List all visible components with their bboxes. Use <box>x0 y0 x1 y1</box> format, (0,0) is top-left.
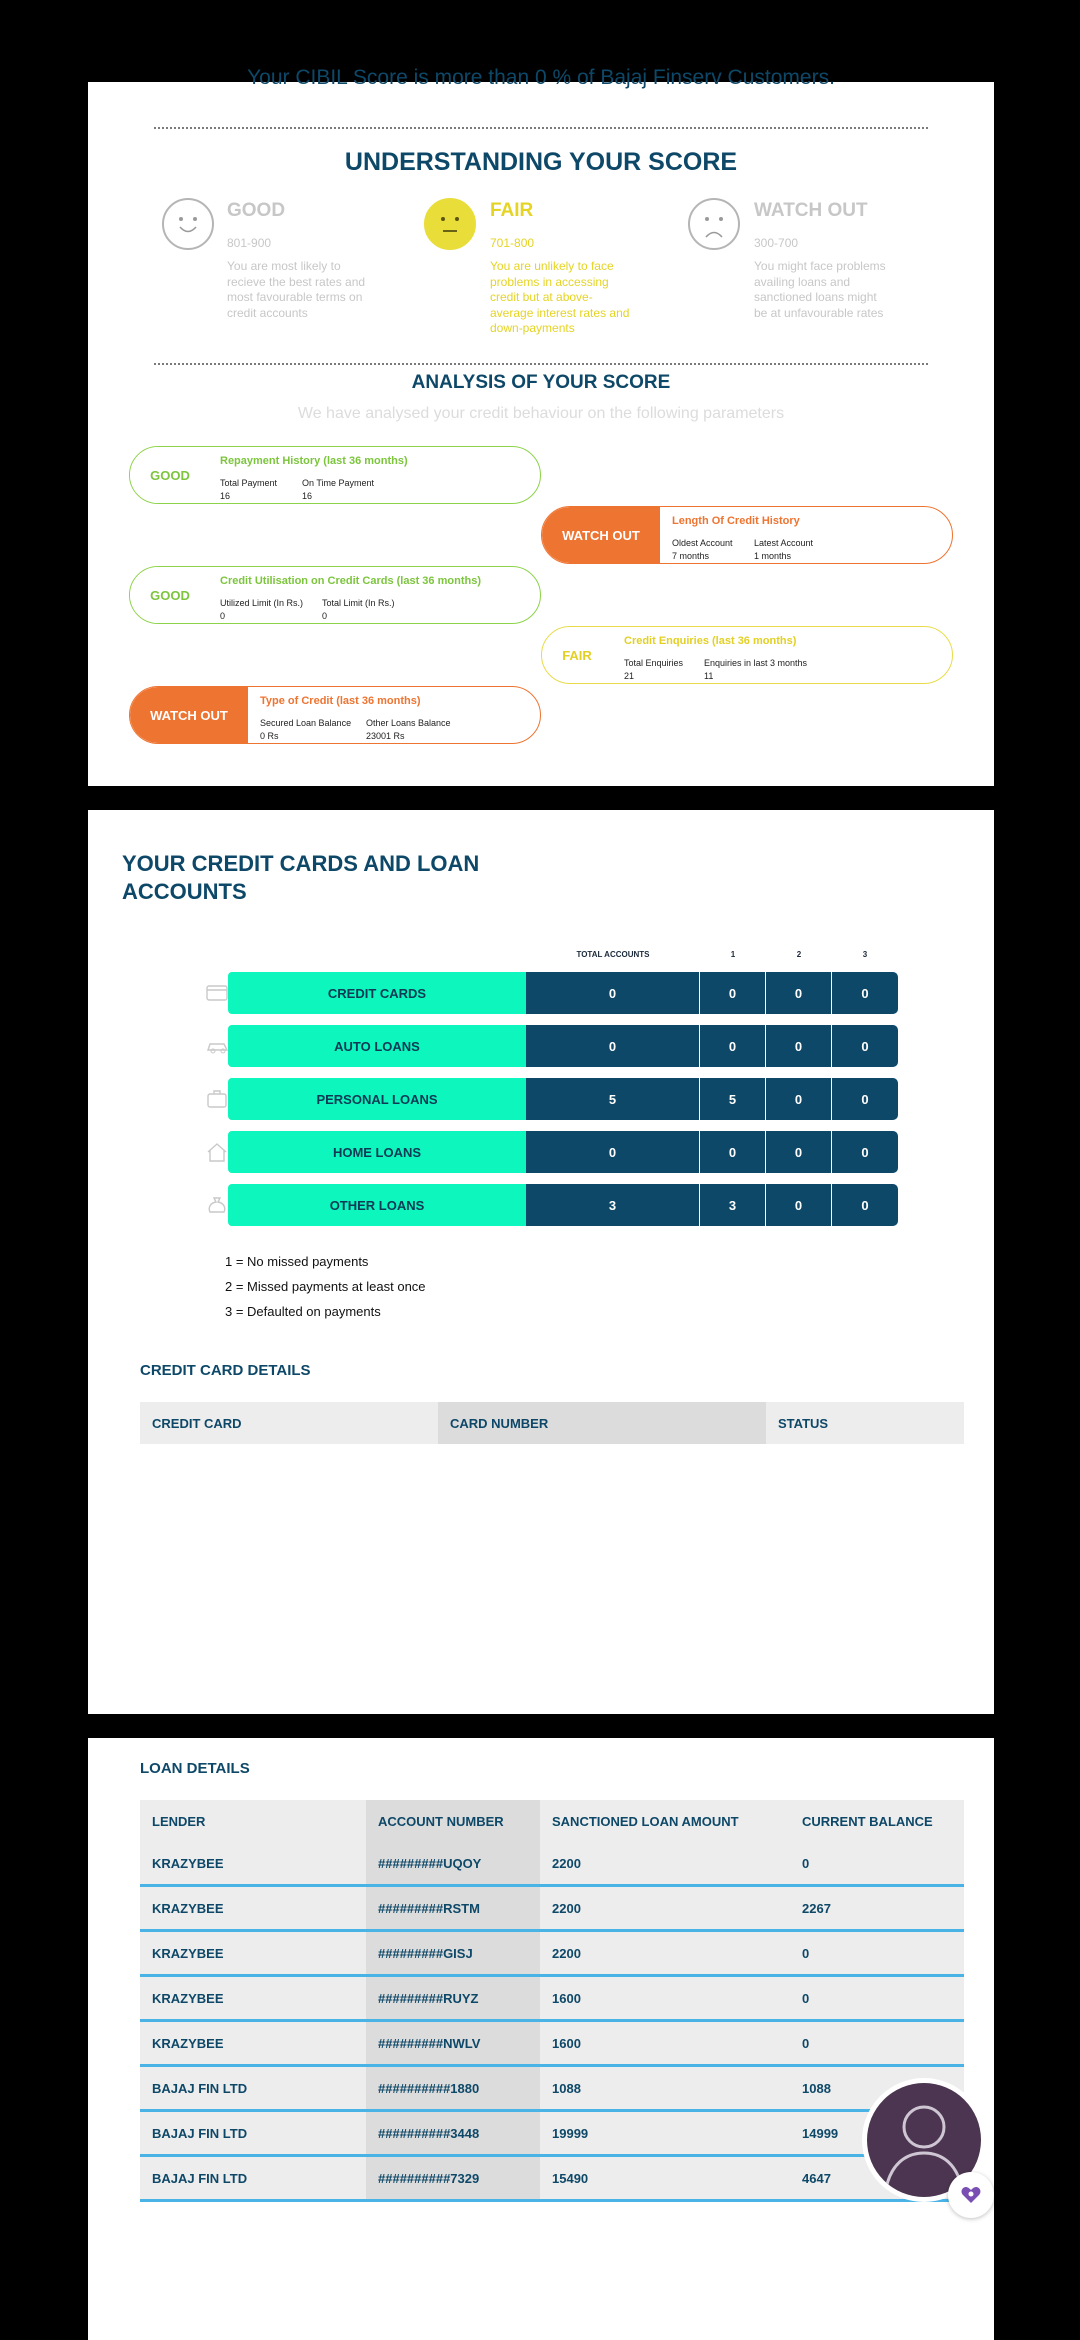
row-divider <box>140 2199 964 2202</box>
count-missed: 0 <box>766 1131 831 1173</box>
analysis-title: Type of Credit (last 36 months) <box>260 695 421 707</box>
loan-lender-cell: BAJAJ FIN LTD <box>140 2157 366 2199</box>
count-defaulted: 0 <box>832 972 898 1014</box>
legend-item: 3 = Defaulted on payments <box>225 1304 381 1319</box>
count-no-missed: 0 <box>700 972 765 1014</box>
credit-card-icon <box>206 982 230 1004</box>
count-defaulted: 0 <box>832 1184 898 1226</box>
analysis-metric: Secured Loan Balance 0 Rs <box>260 718 352 741</box>
loan-lender-cell: KRAZYBEE <box>140 1977 366 2019</box>
count-defaulted: 0 <box>832 1131 898 1173</box>
total-accounts-value: 0 <box>526 1131 699 1173</box>
column-header-card-number: CARD NUMBER <box>438 1402 766 1444</box>
column-header-1: 1 <box>730 950 736 959</box>
understanding-score-heading: UNDERSTANDING YOUR SCORE <box>344 148 738 176</box>
loan-account-number-cell: ##########7329 <box>366 2157 540 2199</box>
analysis-metric: Total Enquiries 21 <box>624 658 684 681</box>
accounts-heading: YOUR CREDIT CARDS AND LOAN ACCOUNTS <box>122 851 480 904</box>
count-defaulted: 0 <box>832 1078 898 1120</box>
analysis-metric: Latest Account 1 months <box>754 538 814 561</box>
count-no-missed: 0 <box>700 1131 765 1173</box>
analysis-title: Credit Utilisation on Credit Cards (last 36 months) <box>220 575 481 587</box>
column-header-3: 3 <box>862 950 868 959</box>
account-type-label: CREDIT CARDS <box>228 972 526 1014</box>
analysis-subtitle: We have analysed your credit behaviour on the following parameters <box>297 405 785 422</box>
divider <box>154 363 928 365</box>
rating-badge: FAIR <box>562 647 592 663</box>
loan-account-number-cell: ##########1880 <box>366 2067 540 2109</box>
analysis-metric: Utilized Limit (In Rs.) 0 <box>220 598 304 621</box>
analysis-heading: ANALYSIS OF YOUR SCORE <box>411 372 671 393</box>
loan-account-number-cell: #########GISJ <box>366 1932 540 1974</box>
divider <box>154 127 928 129</box>
column-header-current-balance: CURRENT BALANCE <box>790 1800 964 1842</box>
loan-account-number-cell: #########NWLV <box>366 2022 540 2064</box>
analysis-metric: Total Payment 16 <box>220 478 278 501</box>
count-no-missed: 3 <box>700 1184 765 1226</box>
loan-details-page <box>88 1738 994 2340</box>
rating-badge: WATCH OUT <box>130 687 248 743</box>
category-good-title: GOOD <box>227 200 286 221</box>
rating-badge: GOOD <box>130 567 210 623</box>
column-header-status: STATUS <box>766 1402 964 1444</box>
loan-current-balance-cell: 0 <box>790 1932 964 1974</box>
account-type-label: PERSONAL LOANS <box>228 1078 526 1120</box>
loan-current-balance-cell: 0 <box>790 1977 964 2019</box>
analysis-metric: On Time Payment 16 <box>302 478 375 501</box>
column-header-credit-card: CREDIT CARD <box>140 1402 438 1444</box>
money-bag-icon <box>206 1194 230 1216</box>
analysis-title: Length Of Credit History <box>672 515 800 527</box>
loan-current-balance-cell: 4647 <box>790 2157 964 2199</box>
loan-lender-cell: KRAZYBEE <box>140 1887 366 1929</box>
loan-details-heading: LOAN DETAILS <box>140 1760 250 1777</box>
column-header-total: TOTAL ACCOUNTS <box>576 950 650 959</box>
loan-lender-cell: BAJAJ FIN LTD <box>140 2112 366 2154</box>
loan-current-balance-cell: 2267 <box>790 1887 964 1929</box>
accounts-page <box>88 810 994 1714</box>
loan-sanctioned-amount-cell: 2200 <box>540 1932 790 1974</box>
heart-badge-icon[interactable] <box>948 2172 994 2218</box>
account-type-label: OTHER LOANS <box>228 1184 526 1226</box>
loan-sanctioned-amount-cell: 2200 <box>540 1887 790 1929</box>
loan-account-number-cell: #########RUYZ <box>366 1977 540 2019</box>
category-fair-title: FAIR <box>490 200 534 221</box>
loan-account-number-cell: ##########3448 <box>366 2112 540 2154</box>
category-good-description: You are most likely to recieve the best rates and most favourable terms on credit accounts <box>227 259 366 320</box>
total-accounts-value: 5 <box>526 1078 699 1120</box>
analysis-metric: Other Loans Balance 23001 Rs <box>366 718 451 741</box>
legend-item: 2 = Missed payments at least once <box>225 1279 426 1294</box>
count-missed: 0 <box>766 1078 831 1120</box>
car-icon <box>206 1035 230 1057</box>
account-type-label: AUTO LOANS <box>228 1025 526 1067</box>
loan-current-balance-cell: 0 <box>790 1842 964 1884</box>
analysis-metric: Enquiries in last 3 months 11 <box>704 658 808 681</box>
column-header-sanctioned-amount: SANCTIONED LOAN AMOUNT <box>540 1800 790 1842</box>
loan-account-number-cell: #########RSTM <box>366 1887 540 1929</box>
smiley-happy-icon <box>162 198 214 250</box>
count-missed: 0 <box>766 972 831 1014</box>
home-icon <box>206 1141 230 1163</box>
cibil-percentile-banner: Your CIBIL Score is more than 0 % of Bajaj Finserv Customers. <box>247 66 835 89</box>
loan-sanctioned-amount-cell: 15490 <box>540 2157 790 2199</box>
column-header-lender: LENDER <box>140 1800 366 1842</box>
loan-lender-cell: KRAZYBEE <box>140 1932 366 1974</box>
total-accounts-value: 0 <box>526 972 699 1014</box>
category-fair-description: You are unlikely to face problems in accessing credit but at above- average interest rates and down-payments <box>490 259 630 335</box>
category-fair-range: 701-800 <box>490 236 535 250</box>
loan-current-balance-cell: 0 <box>790 2022 964 2064</box>
loan-lender-cell: KRAZYBEE <box>140 1842 366 1884</box>
count-defaulted: 0 <box>832 1025 898 1067</box>
rating-badge: WATCH OUT <box>542 507 660 563</box>
category-watch-out-title: WATCH OUT <box>754 200 868 221</box>
count-missed: 0 <box>766 1025 831 1067</box>
loan-sanctioned-amount-cell: 1600 <box>540 1977 790 2019</box>
loan-sanctioned-amount-cell: 1600 <box>540 2022 790 2064</box>
loan-lender-cell: BAJAJ FIN LTD <box>140 2067 366 2109</box>
score-summary-page <box>88 66 994 786</box>
rating-badge: GOOD <box>130 447 210 503</box>
briefcase-icon <box>206 1088 230 1110</box>
credit-card-details-heading: CREDIT CARD DETAILS <box>140 1362 311 1379</box>
analysis-credit-utilisation <box>129 566 541 624</box>
loan-sanctioned-amount-cell: 1088 <box>540 2067 790 2109</box>
total-accounts-value: 0 <box>526 1025 699 1067</box>
smiley-sad-icon <box>688 198 740 250</box>
count-missed: 0 <box>766 1184 831 1226</box>
analysis-metric: Total Limit (In Rs.) 0 <box>322 598 395 621</box>
analysis-type-of-credit <box>129 686 541 744</box>
loan-account-number-cell: #########UQOY <box>366 1842 540 1884</box>
account-type-label: HOME LOANS <box>228 1131 526 1173</box>
total-accounts-value: 3 <box>526 1184 699 1226</box>
loan-sanctioned-amount-cell: 19999 <box>540 2112 790 2154</box>
count-no-missed: 0 <box>700 1025 765 1067</box>
legend-item: 1 = No missed payments <box>225 1254 369 1269</box>
smiley-neutral-icon <box>424 198 476 250</box>
loan-current-balance-cell: 14999 <box>790 2112 964 2154</box>
count-no-missed: 5 <box>700 1078 765 1120</box>
analysis-credit-history-length <box>541 506 953 564</box>
analysis-title: Credit Enquiries (last 36 months) <box>624 635 797 647</box>
loan-lender-cell: KRAZYBEE <box>140 2022 366 2064</box>
analysis-repayment-history <box>129 446 541 504</box>
analysis-title: Repayment History (last 36 months) <box>220 455 408 467</box>
category-watch-out-range: 300-700 <box>754 236 799 250</box>
analysis-metric: Oldest Account 7 months <box>672 538 733 561</box>
column-header-2: 2 <box>796 950 802 959</box>
category-watch-out-description: You might face problems availing loans and sanctioned loans might be at unfavourable rates <box>754 259 886 320</box>
analysis-credit-enquiries <box>541 626 953 684</box>
column-header-account-number: ACCOUNT NUMBER <box>366 1800 540 1842</box>
loan-sanctioned-amount-cell: 2200 <box>540 1842 790 1884</box>
loan-current-balance-cell: 1088 <box>790 2067 964 2109</box>
category-good-range: 801-900 <box>227 236 272 250</box>
